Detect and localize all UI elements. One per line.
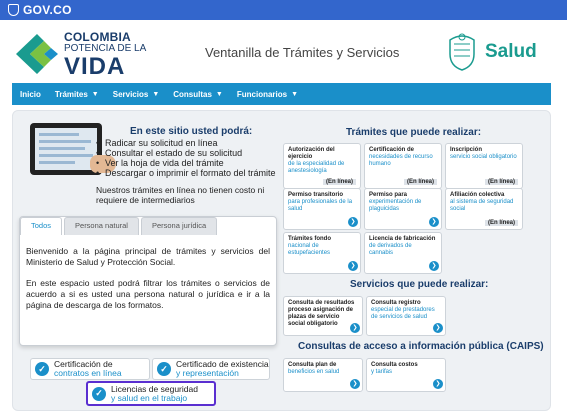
cert-title: Certificado de existencia <box>176 359 269 369</box>
tab-persona-natural[interactable]: Persona natural <box>64 217 139 235</box>
arrow-right-icon: ❯ <box>348 217 358 227</box>
cert-licencias-button[interactable] <box>86 381 216 406</box>
tablet-row <box>39 161 75 164</box>
tramite-card[interactable] <box>283 188 361 230</box>
tablet-illustration <box>30 123 102 175</box>
cert-label <box>176 360 269 378</box>
intro-list-item: • Consultar el estado de su solicitud <box>96 148 276 158</box>
nav-item-label: Inicio <box>20 89 41 99</box>
card-subtitle: especial de prestadores de servicios de salud <box>371 307 435 320</box>
cert-contratos-button[interactable] <box>30 358 150 380</box>
intro-list-item: • Ver la hoja de vida del trámite <box>96 158 276 168</box>
arrow-right-icon: ❯ <box>433 379 443 389</box>
tramite-card[interactable] <box>364 188 442 230</box>
filter-paragraph: En este espacio usted podrá filtrar los trámites o servicios de acuerdo a si es usted una persona natural o jurídica e ir a la página de descarga de los formatos. <box>26 278 270 310</box>
intro-note: Nuestros trámites en línea no tienen costo ni requiere de intermediarios <box>96 185 265 205</box>
coat-of-arms-icon <box>444 32 480 72</box>
tab-persona-juridica[interactable]: Persona jurídica <box>141 217 217 235</box>
servicio-card[interactable] <box>366 296 446 336</box>
tablet-row <box>39 133 79 136</box>
card-title: Consulta plan de <box>288 362 337 368</box>
card-title: Licencia de fabricación <box>369 236 436 242</box>
servicios-title: Servicios que puede realizar: <box>350 279 489 290</box>
colombia-logo-icon[interactable] <box>14 32 60 76</box>
caips-card[interactable] <box>366 358 446 392</box>
tramites-title: Trámites que puede realizar: <box>346 127 482 138</box>
card-subtitle: y tarifas <box>371 369 393 375</box>
tab-todos[interactable]: Todos <box>20 217 62 235</box>
welcome-paragraph: Bienvenido a la página principal de trámites y servicios del Ministerio de Salud y Protección Social. <box>26 246 270 267</box>
tramite-card[interactable] <box>445 188 523 230</box>
nav-item-inicio[interactable] <box>20 90 41 99</box>
salud-brand[interactable]: Salud <box>485 41 537 62</box>
card-title: Permiso transitorio <box>288 192 344 198</box>
card-subtitle: servicio social obligatorio <box>450 154 517 160</box>
online-badge: (En línea) <box>485 220 518 226</box>
cert-existencia-button[interactable] <box>152 358 270 380</box>
card-subtitle: beneficios en salud <box>288 369 340 375</box>
check-icon: ✓ <box>92 387 106 401</box>
nav-item-label: Servicios <box>112 89 149 99</box>
nav-item-label: Funcionarios <box>236 89 288 99</box>
nav-item-funcionarios[interactable] <box>237 90 298 99</box>
intro-list <box>96 138 276 178</box>
arrow-right-icon: ❯ <box>433 323 443 333</box>
card-subtitle: experimentación de plaguicidas <box>369 199 422 212</box>
online-badge: (En línea) <box>404 179 437 185</box>
card-title: Autorización del ejercicio <box>288 147 335 160</box>
gov-shield-icon <box>8 4 19 16</box>
tab-content <box>26 246 270 311</box>
nav-item-consultas[interactable] <box>173 90 223 99</box>
nav-item-tramites[interactable] <box>55 90 99 99</box>
card-title: Inscripción <box>450 147 483 153</box>
online-badge: (En línea) <box>485 179 518 185</box>
cert-sub: y salud en el trabajo <box>111 392 188 403</box>
site-header <box>0 20 567 80</box>
filter-tabs <box>20 217 219 235</box>
card-title: Consulta costos <box>371 362 418 368</box>
tablet-row <box>39 154 93 157</box>
card-title: Consulta registro <box>371 300 421 306</box>
intro-list-item: • Radicar su solicitud en línea <box>96 138 276 148</box>
tablet-row <box>39 140 91 143</box>
main-nav <box>12 83 551 105</box>
servicio-card[interactable] <box>283 296 363 336</box>
arrow-right-icon: ❯ <box>429 217 439 227</box>
card-title: Trámites fondo <box>288 236 332 242</box>
card-subtitle: de la especialidad de anestesiología <box>288 161 345 174</box>
card-title: Afiliación colectiva <box>450 192 505 198</box>
logo-line-1: COLOMBIA <box>64 30 131 44</box>
caips-title: Consultas de acceso a información pública (CAIPS) <box>298 341 544 352</box>
colombia-logo-text <box>64 31 146 79</box>
tablet-screen <box>35 128 97 170</box>
cert-sub: contratos en línea <box>54 368 122 378</box>
cert-sub: y representación <box>176 368 239 378</box>
nav-item-label: Consultas <box>173 89 212 99</box>
tramite-card[interactable] <box>283 232 361 274</box>
logo-line-2: POTENCIA DE LA <box>64 43 147 54</box>
caips-card[interactable] <box>283 358 363 392</box>
arrow-right-icon: ❯ <box>429 261 439 271</box>
card-title: Permiso para <box>369 192 408 198</box>
card-subtitle: nacional de estupefacientes <box>288 243 331 256</box>
tramite-card[interactable] <box>445 143 523 189</box>
online-badge: (En línea) <box>323 179 356 185</box>
intro-list-item: • Descargar o imprimir el formato del trámite <box>96 168 276 178</box>
tramite-card[interactable] <box>364 232 442 274</box>
cert-title: Certificación de <box>54 359 113 369</box>
chevron-down-icon: ▼ <box>152 90 160 98</box>
arrow-right-icon: ❯ <box>350 323 360 333</box>
nav-item-servicios[interactable] <box>113 90 160 99</box>
card-title: Certificación de <box>369 147 415 153</box>
card-subtitle: necesidades de recurso humano <box>369 154 433 167</box>
tramite-card[interactable] <box>283 143 361 189</box>
tablet-row <box>39 147 85 150</box>
cert-label <box>54 360 122 378</box>
gov-co-link[interactable]: GOV.CO <box>23 3 72 17</box>
check-icon: ✓ <box>157 362 171 376</box>
card-title: Consulta de resultados proceso asignación de plazas de servicio social obligatorio <box>288 300 355 327</box>
chevron-down-icon: ▼ <box>215 90 223 98</box>
tramite-card[interactable] <box>364 143 442 189</box>
gov-co-bar <box>0 0 567 20</box>
arrow-right-icon: ❯ <box>350 379 360 389</box>
arrow-right-icon: ❯ <box>348 261 358 271</box>
chevron-down-icon: ▼ <box>291 90 299 98</box>
logo-line-3: VIDA <box>64 53 126 80</box>
chevron-down-icon: ▼ <box>91 90 99 98</box>
card-subtitle: de derivados de cannabis <box>369 243 412 256</box>
card-subtitle: para profesionales de la salud <box>288 199 353 212</box>
intro-title: En este sitio usted podrá: <box>130 126 253 137</box>
check-icon: ✓ <box>35 362 49 376</box>
cert-label <box>111 385 198 403</box>
cert-title: Licencias de seguridad <box>111 383 198 394</box>
card-subtitle: al sistema de seguridad social <box>450 199 514 212</box>
nav-item-label: Trámites <box>54 89 88 99</box>
page-title: Ventanilla de Trámites y Servicios <box>205 45 400 60</box>
